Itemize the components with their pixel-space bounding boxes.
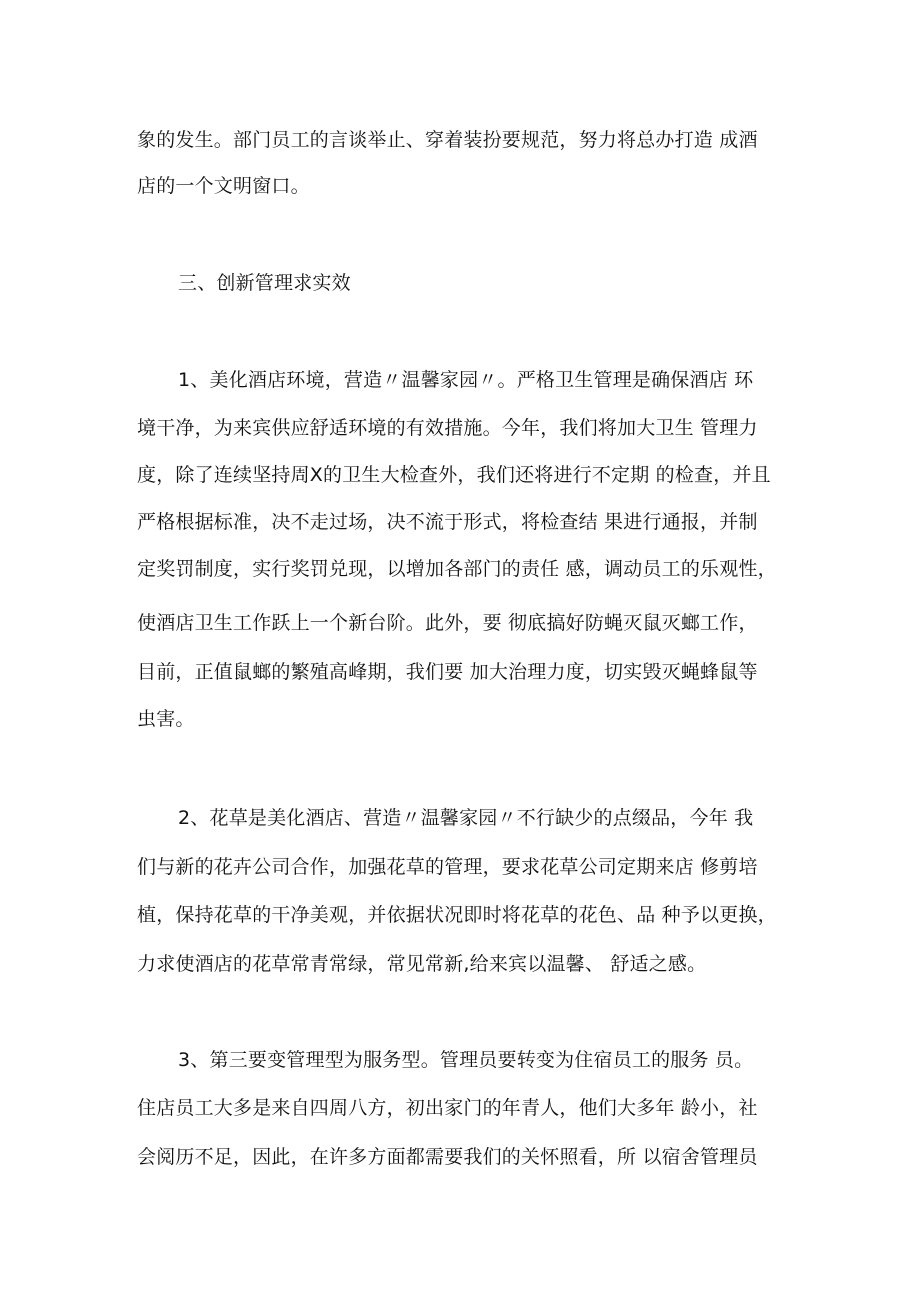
paragraph-2-line-2: 们与新的花卉公司合作，加强花草的管理，要求花草公司定期来店 修剪培	[137, 856, 758, 878]
paragraph-1-line-7: 目前，正值鼠螂的繁殖高峰期，我们要 加大治理力度，切实毁灭蝇蜂鼠等	[137, 661, 758, 683]
intro-line-1: 象的发生。部门员工的言谈举止、穿着装扮要规范，努力将总办打造 成酒	[137, 129, 758, 151]
paragraph-3-line-2: 住店员工大多是来自四周八方，初出家门的年青人，他们大多年 龄小，社	[137, 1097, 758, 1119]
paragraph-1-line-3: 度，除了连续坚持周X的卫生大检查外，我们还将进行不定期 的检查，并且	[137, 464, 771, 486]
intro-line-2: 店的一个文明窗口。	[137, 175, 310, 197]
section-heading: 三、创新管理求实效	[178, 272, 351, 294]
paragraph-1-line-4: 严格根据标准，决不走过场，决不流于形式，将检查结 果进行通报，并制	[137, 511, 758, 533]
paragraph-1-line-2: 境干净，为来宾供应舒适环境的有效措施。今年，我们将加大卫生 管理力	[137, 417, 758, 439]
paragraph-1-line-8: 虫害。	[137, 708, 195, 730]
paragraph-3-line-3: 会阅历不足，因此，在许多方面都需要我们的关怀照看，所 以宿舍管理员	[137, 1146, 758, 1168]
paragraph-1-line-5: 定奖罚制度，实行奖罚兑现，以增加各部门的责任 感，调动员工的乐观性，	[137, 558, 777, 580]
paragraph-2-line-4: 力求使酒店的花草常青常绿，常见常新,给来宾以温馨、 舒适之感。	[137, 953, 707, 975]
paragraph-2-line-1: 2、花草是美化酒店、营造〃温馨家园〃不行缺少的点缀品，今年 我	[178, 807, 754, 829]
paragraph-1-line-1: 1、美化酒店环境，营造〃温馨家园〃。严格卫生管理是确保酒店 环	[178, 369, 754, 391]
paragraph-1-line-6: 使酒店卫生工作跃上一个新台阶。此外，要 彻底搞好防蝇灭鼠灭螂工作，	[137, 612, 758, 634]
paragraph-3-line-1: 3、第三要变管理型为服务型。管理员要转变为住宿员工的服务 员。	[178, 1049, 754, 1071]
paragraph-2-line-3: 植，保持花草的干净美观，并依据状况即时将花草的花色、品 种予以更换，	[137, 904, 777, 926]
